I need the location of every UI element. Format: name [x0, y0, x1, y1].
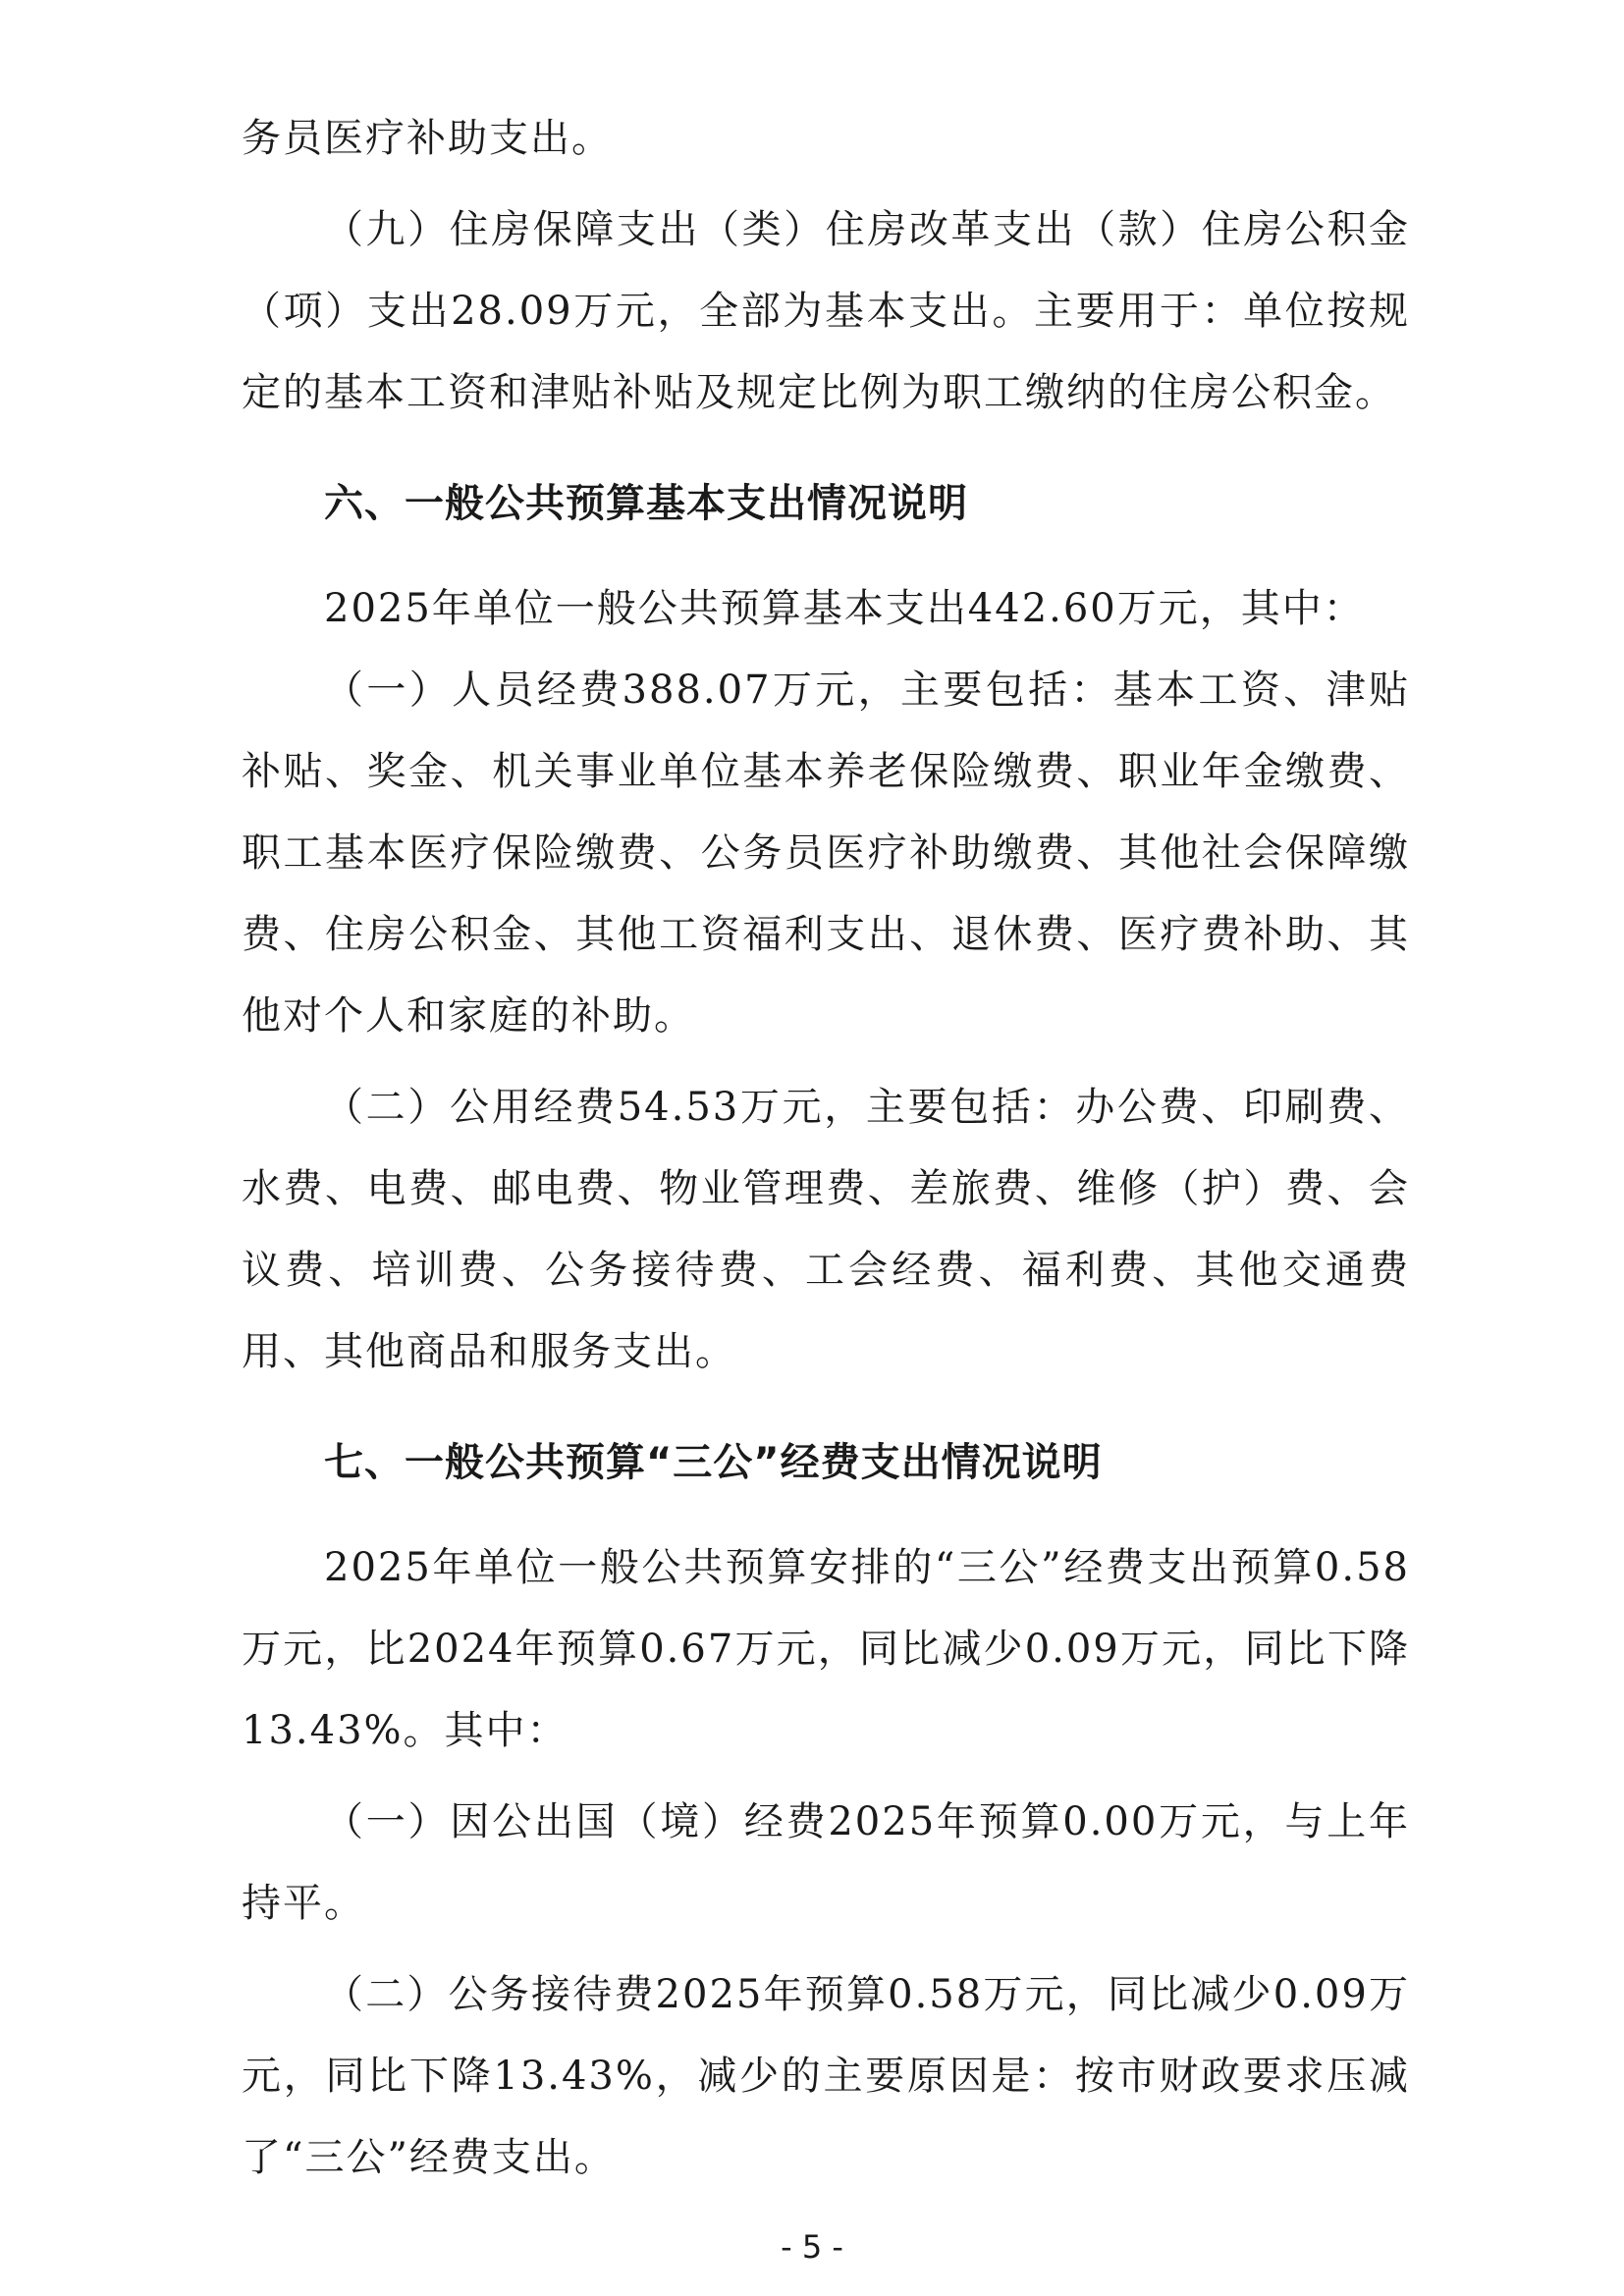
- section-7-heading: 七、一般公共预算“三公”经费支出情况说明: [324, 1440, 1103, 1485]
- document-page: [242, 98, 1410, 2199]
- paragraph-reception-funds: （二）公务接待费2025年预算0.58万元，同比减少0.09万元，同比下降13.43%，减少的主要原因是：按市财政要求压减了“三公”经费支出。: [242, 1972, 1410, 2180]
- page-number: - 5 -: [781, 2228, 843, 2266]
- section-6-heading: 六、一般公共预算基本支出情况说明: [324, 481, 968, 526]
- paragraph-personnel-funds: （一）人员经费388.07万元，主要包括：基本工资、津贴补贴、奖金、机关事业单位基本养老保险缴费、职业年金缴费、职工基本医疗保险缴费、公务员医疗补助缴费、其他社会保障缴费、住房公积金、其他工资福利支出、退休费、医疗费补助、其他对个人和家庭的补助。: [242, 667, 1410, 1039]
- paragraph-public-funds: （二）公用经费54.53万元，主要包括：办公费、印刷费、水费、电费、邮电费、物业管理费、差旅费、维修（护）费、会议费、培训费、公务接待费、工会经费、福利费、其他交通费用、其他商品和服务支出。: [242, 1085, 1410, 1374]
- paragraph-housing-fund: （九）住房保障支出（类）住房改革支出（款）住房公积金（项）支出28.09万元，全部为基本支出。主要用于：单位按规定的基本工资和津贴补贴及规定比例为职工缴纳的住房公积金。: [242, 207, 1410, 415]
- paragraph-overseas-funds: （一）因公出国（境）经费2025年预算0.00万元，与上年持平。: [242, 1799, 1410, 1926]
- paragraph-basic-expenditure: 2025年单位一般公共预算基本支出442.60万元，其中：: [324, 586, 1365, 631]
- paragraph-continuation: 务员医疗补助支出。: [242, 116, 613, 161]
- paragraph-three-public-funds: 2025年单位一般公共预算安排的“三公”经费支出预算0.58万元，比2024年预算0.67万元，同比减少0.09万元，同比下降13.43%。其中：: [242, 1545, 1410, 1753]
